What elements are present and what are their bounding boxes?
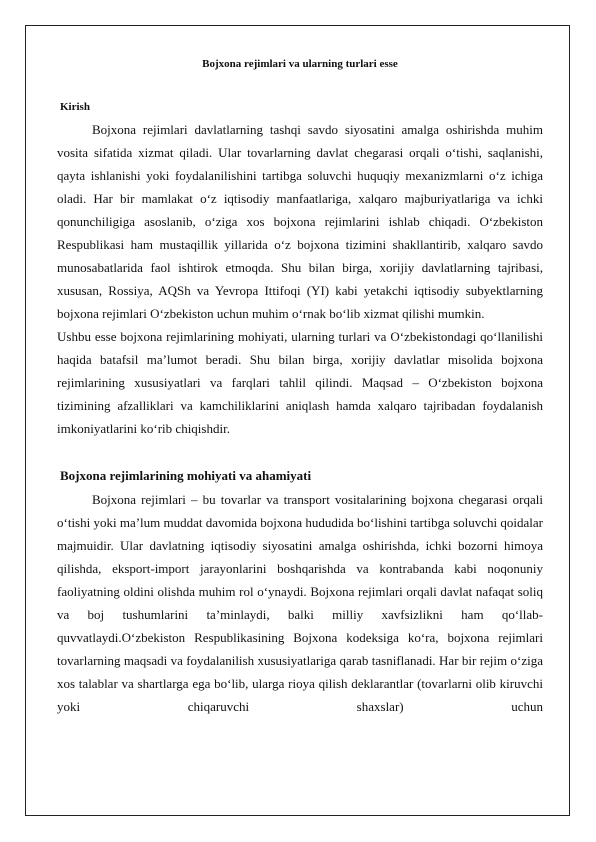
section-heading-mohiyati: Bojxona rejimlarining mohiyati va ahamiyati <box>60 468 312 483</box>
document-body <box>57 57 543 718</box>
paragraph-intro-2: Ushbu esse bojxona rejimlarining mohiyati, ularning turlari va O‘zbekistondagi qo‘llanilishi haqida batafsil ma’lumot beradi. Shu bilan birga, xorijiy davlatlar misolida bojxona rejimlarining xususiyatlari va farqlari tahlil qilindi. Maqsad – O‘zbekiston bojxona tizimining afzalliklari va kamchiliklarini aniqlash hamda xalqaro tajribadan foydalanish imkoniyatlarini ko‘rib chiqishdir. <box>57 329 543 436</box>
section-spacer <box>57 440 543 459</box>
section-heading-kirish: Kirish <box>60 101 90 113</box>
paragraph-mohiyati-1: Bojxona rejimlari – bu tovarlar va transport vositalarining bojxona chegarasi orqali o‘tishi yoki ma’lum muddat davomida bojxona hududida bo‘lishini tartibga soluvchi qoidalar majmuidir. Ular davlatning iqtisodiy siyosatini amalga oshirishda, ichki bozorni himoya qilishda, eksport-import jarayonlarini boshqarishda va kontrabanda kabi noqonuniy faoliyatning oldini olishda muhim rol o‘ynaydi. Bojxona rejimlari orqali davlat nafaqat soliq va boj tushumlarini ta’minlaydi, balki milliy xavfsizlikni ham qo‘llab-quvvatlaydi.O‘zbekiston Respublikasining Bojxona kodeksiga ko‘ra, bojxona rejimlari tovarlarning maqsadi va foydalanilish xususiyatlariga qarab tasniflanadi. Har bir rejim o‘ziga xos talablar va shartlarga ega bo‘lib, ularga rioya qilish deklarantlar (tovarlarni olib kiruvchi yoki chiqaruvchi shaxslar) uchun <box>57 492 543 714</box>
paragraph-intro-1: Bojxona rejimlari davlatlarning tashqi savdo siyosatini amalga oshirishda muhim vosita sifatida xizmat qiladi. Ular tovarlarning davlat chegarasi orqali o‘tishi, saqlanishi, qayta ishlanishi yoki foydalanilishini tartibga soluvchi huquqiy mexanizmlarni o‘z ichiga oladi. Har bir mamlakat o‘z iqtisodiy manfaatlariga, xalqaro majburiyatlariga va ichki qonunchiligiga asoslanib, o‘ziga xos bojxona rejimlarini ishlab chiqadi. O‘zbekiston Respublikasi ham mustaqillik yillarida o‘z bojxona tizimini shakllantirib, xalqaro savdo munosabatlarida faol ishtirok etmoqda. Shu bilan birga, xorijiy davlatlarning tajribasi, xususan, Rossiya, AQSh va Yevropa Ittifoqi (YI) kabi yetakchi iqtisodiy subyektlarning bojxona rejimlari O‘zbekiston uchun muhim o‘rnak bo‘lib xizmat qilishi mumkin. <box>57 122 543 321</box>
document-title: Bojxona rejimlari va ularning turlari esse <box>202 58 398 70</box>
